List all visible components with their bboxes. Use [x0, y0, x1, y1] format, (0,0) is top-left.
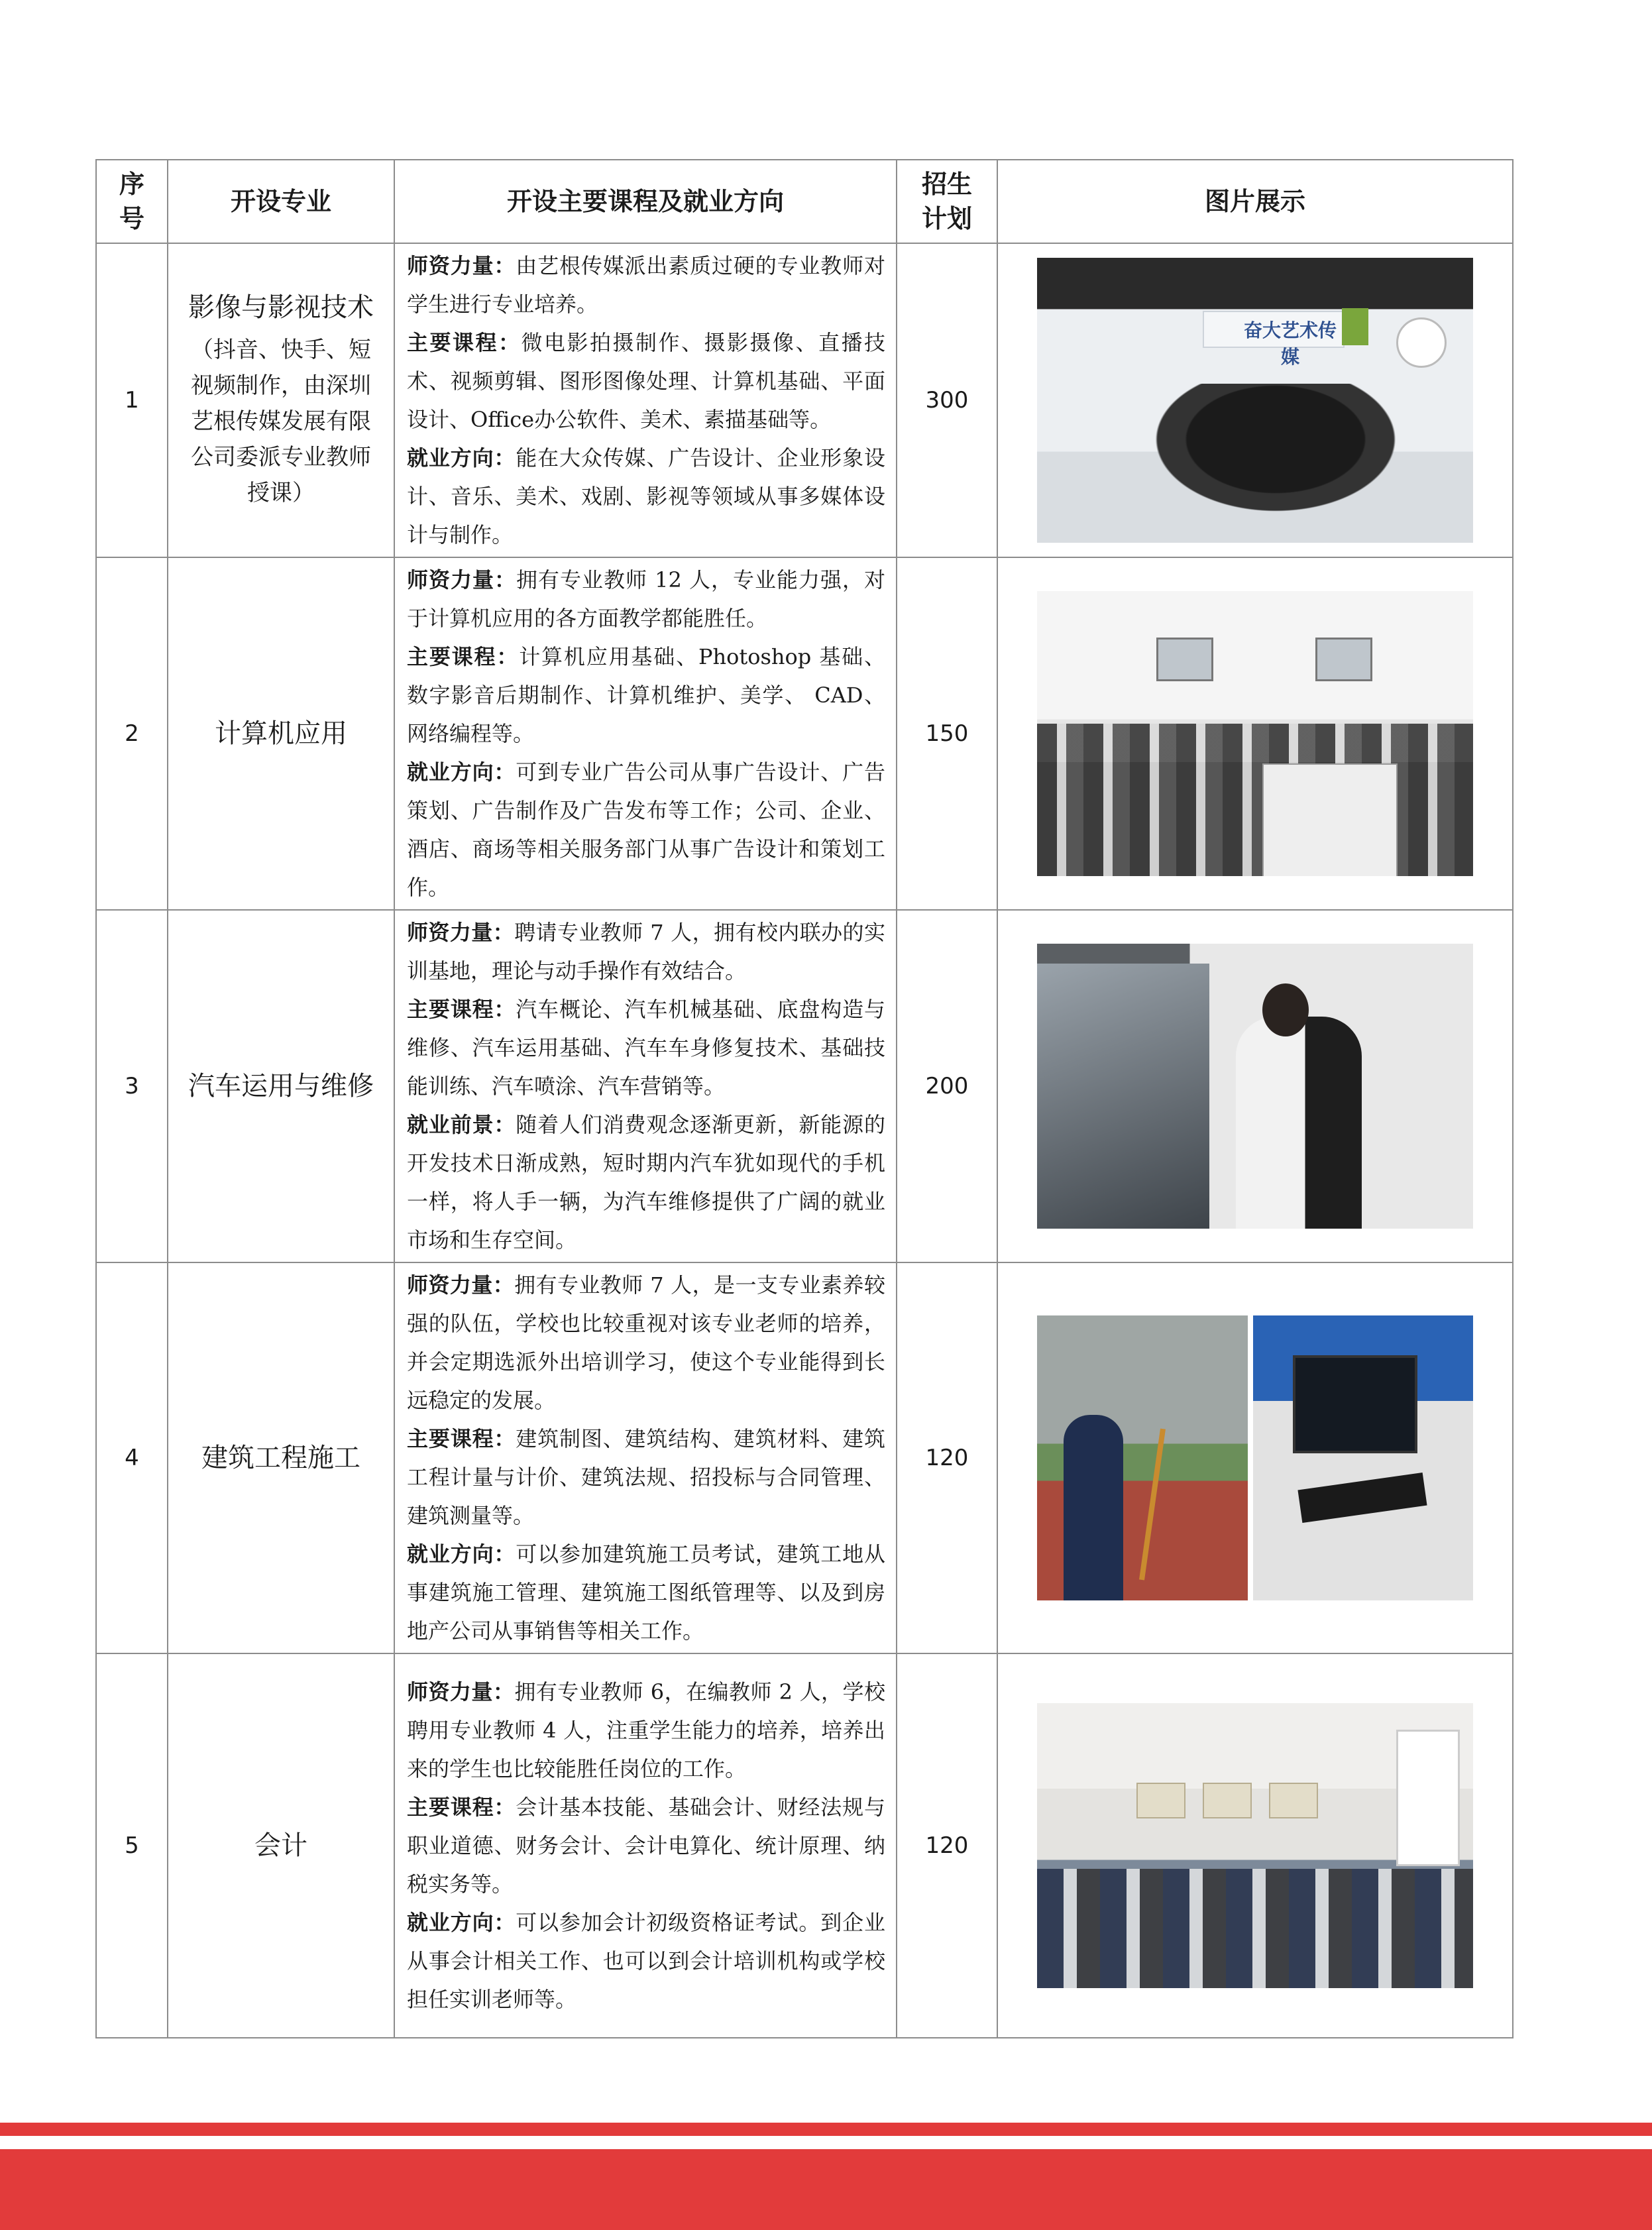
major-note: （抖音、快手、短视频制作，由深圳艺根传媒发展有限公司委派专业教师授课）	[191, 337, 371, 506]
photo-cell	[997, 557, 1513, 910]
career-paragraph	[407, 1903, 885, 2019]
career-paragraph	[407, 439, 885, 554]
photo-cell	[997, 1262, 1513, 1653]
faculty-text: 拥有专业教师 7 人，是一支专业素养较强的队伍，学校也比较重视对该专业老师的培养，并会定期选派外出培训学习，使这个专业能得到长远稳定的发展。	[407, 1272, 885, 1413]
table-row	[96, 243, 1513, 557]
major-cell	[168, 1262, 394, 1653]
studio-sign	[1203, 311, 1345, 368]
header-plan-text: 招生计划	[921, 170, 972, 233]
enrollment-plan: 150	[897, 557, 997, 910]
career-label: 就业方向：	[407, 1541, 516, 1567]
courses-text: 微电影拍摄制作、摄影摄像、直播技术、视频剪辑、图形图像处理、计算机基础、平面设计、Office办公软件、美术、素描基础等。	[407, 330, 885, 432]
faculty-paragraph	[407, 247, 885, 323]
course-description	[394, 1262, 897, 1653]
header-plan	[897, 160, 997, 243]
major-cell	[168, 910, 394, 1262]
photo-cell	[997, 1653, 1513, 2038]
header-major: 开设专业	[168, 160, 394, 243]
header-no	[96, 160, 168, 243]
header-photo: 图片展示	[997, 160, 1513, 243]
car-body	[1037, 964, 1209, 1229]
row-number: 2	[96, 557, 168, 910]
prospect-text: 随着人们消费观念逐渐更新，新能源的开发技术日渐成熟，短时期内汽车犹如现代的手机一样，将人手一辆，为汽车维修提供了广阔的就业市场和生存空间。	[407, 1112, 885, 1253]
faculty-paragraph	[407, 561, 885, 638]
tripod	[1139, 1429, 1166, 1581]
faculty-text: 拥有专业教师 6，在编教师 2 人，学校聘用专业教师 4 人，注重学生能力的培养，培养出来的学生也比较能胜任岗位的工作。	[407, 1679, 885, 1781]
course-description	[394, 910, 897, 1262]
footer-thin-stripe	[0, 2123, 1652, 2136]
faculty-label: 师资力量：	[407, 920, 515, 945]
faculty-label: 师资力量：	[407, 253, 516, 278]
major-name: 计算机应用	[215, 718, 347, 749]
accounting-class-photo	[1037, 1703, 1473, 1988]
courses-text: 汽车概论、汽车机械基础、底盘构造与维修、汽车运用基础、汽车车身修复技术、基础技能训练、汽车喷涂、汽车营销等。	[407, 997, 885, 1099]
prospect-label: 就业前景：	[407, 1112, 516, 1137]
row-number: 3	[96, 910, 168, 1262]
enrollment-plan: 120	[897, 1262, 997, 1653]
major-name: 汽车运用与维修	[188, 1071, 374, 1101]
enrollment-plan: 300	[897, 243, 997, 557]
career-label: 就业方向：	[407, 445, 516, 471]
teacher-desk	[1262, 763, 1398, 876]
course-description	[394, 557, 897, 910]
program-table	[95, 159, 1514, 2038]
courses-label: 主要课程：	[407, 644, 520, 669]
students-rows	[1037, 724, 1473, 876]
student-head	[1262, 983, 1309, 1036]
courses-label: 主要课程：	[407, 1795, 516, 1820]
photo-cell	[997, 243, 1513, 557]
surveying-photo	[1037, 1315, 1248, 1600]
monitor	[1293, 1355, 1417, 1453]
softbox-lamp	[1396, 317, 1447, 368]
wall-poster	[1136, 1783, 1185, 1818]
cad-photo	[1253, 1315, 1473, 1600]
career-paragraph	[407, 1535, 885, 1650]
car-workshop-photo	[1037, 944, 1473, 1229]
career-label: 就业方向：	[407, 1910, 516, 1935]
courses-paragraph	[407, 1420, 885, 1535]
courses-paragraph	[407, 638, 885, 753]
header-no-text: 序号	[119, 170, 144, 233]
career-text: 可以参加建筑施工员考试，建筑工地从事建筑施工管理、建筑施工图纸管理等、以及到房地产公司从事销售等相关工作。	[407, 1541, 885, 1644]
courses-label: 主要课程：	[407, 997, 516, 1022]
faculty-paragraph	[407, 913, 885, 990]
faculty-paragraph	[407, 1266, 885, 1420]
keyboard	[1297, 1473, 1427, 1523]
enrollment-plan: 120	[897, 1653, 997, 2038]
row-number: 4	[96, 1262, 168, 1653]
major-cell	[168, 243, 394, 557]
studio-sign-text: 奋大艺术传媒	[1243, 319, 1337, 368]
courses-paragraph	[407, 323, 885, 439]
career-text: 可以参加会计初级资格证考试。到企业从事会计相关工作、也可以到会计培训机构或学校担任实训老师等。	[407, 1910, 885, 2012]
courses-paragraph	[407, 990, 885, 1105]
faculty-paragraph	[407, 1673, 885, 1788]
courses-text: 会计基本技能、基础会计、财经法规与职业道德、财务会计、会计电算化、统计原理、纳税实务等。	[407, 1795, 885, 1897]
faculty-label: 师资力量：	[407, 1272, 515, 1298]
major-name: 建筑工程施工	[201, 1443, 360, 1473]
window	[1315, 638, 1372, 681]
major-name: 会计	[254, 1830, 307, 1861]
table-row	[96, 557, 1513, 910]
construction-photo	[1037, 1315, 1473, 1600]
table-header-row	[96, 160, 1513, 243]
window	[1396, 1730, 1460, 1866]
faculty-text: 拥有专业教师 12 人，专业能力强，对于计算机应用的各方面教学都能胜任。	[407, 567, 885, 631]
courses-label: 主要课程：	[407, 330, 522, 355]
table-row	[96, 910, 1513, 1262]
prospect-paragraph	[407, 1105, 885, 1259]
footer-thick-stripe	[0, 2149, 1652, 2230]
wall-poster	[1269, 1783, 1318, 1818]
career-paragraph	[407, 753, 885, 907]
career-text: 可到专业广告公司从事广告设计、广告策划、广告制作及广告发布等工作；公司、企业、酒店、商场等相关服务部门从事广告设计和策划工作。	[407, 759, 885, 900]
major-cell	[168, 557, 394, 910]
row-number: 1	[96, 243, 168, 557]
career-text: 能在大众传媒、广告设计、企业形象设计、音乐、美术、戏剧、影视等领域从事多媒体设计与制作。	[407, 445, 885, 547]
major-name: 影像与影视技术	[188, 292, 374, 323]
courses-text: 计算机应用基础、Photoshop 基础、数字影音后期制作、计算机维护、美学、 CAD、网络编程等。	[407, 644, 885, 746]
wall-poster	[1203, 1783, 1252, 1818]
photographers-group	[1136, 384, 1415, 523]
faculty-label: 师资力量：	[407, 567, 516, 592]
career-label: 就业方向：	[407, 759, 516, 785]
major-cell	[168, 1653, 394, 2038]
student-figure	[1236, 1017, 1362, 1229]
courses-paragraph	[407, 1788, 885, 1903]
faculty-text: 由艺根传媒派出素质过硬的专业教师对学生进行专业培养。	[407, 253, 885, 317]
course-description	[394, 243, 897, 557]
table-row	[96, 1653, 1513, 2038]
window	[1156, 638, 1213, 681]
green-sign	[1342, 308, 1368, 345]
computer-lab-photo	[1037, 591, 1473, 876]
enrollment-plan: 200	[897, 910, 997, 1262]
students-group	[1037, 1869, 1473, 1988]
header-courses: 开设主要课程及就业方向	[394, 160, 897, 243]
studio-photo	[1037, 258, 1473, 543]
row-number: 5	[96, 1653, 168, 2038]
student-figure	[1064, 1415, 1123, 1600]
photo-cell	[997, 910, 1513, 1262]
table-row	[96, 1262, 1513, 1653]
faculty-text: 聘请专业教师 7 人，拥有校内联办的实训基地，理论与动手操作有效结合。	[407, 920, 885, 983]
faculty-label: 师资力量：	[407, 1679, 515, 1704]
courses-label: 主要课程：	[407, 1426, 516, 1451]
course-description	[394, 1653, 897, 2038]
courses-text: 建筑制图、建筑结构、建筑材料、建筑工程计量与计价、建筑法规、招投标与合同管理、建筑测量等。	[407, 1426, 885, 1528]
